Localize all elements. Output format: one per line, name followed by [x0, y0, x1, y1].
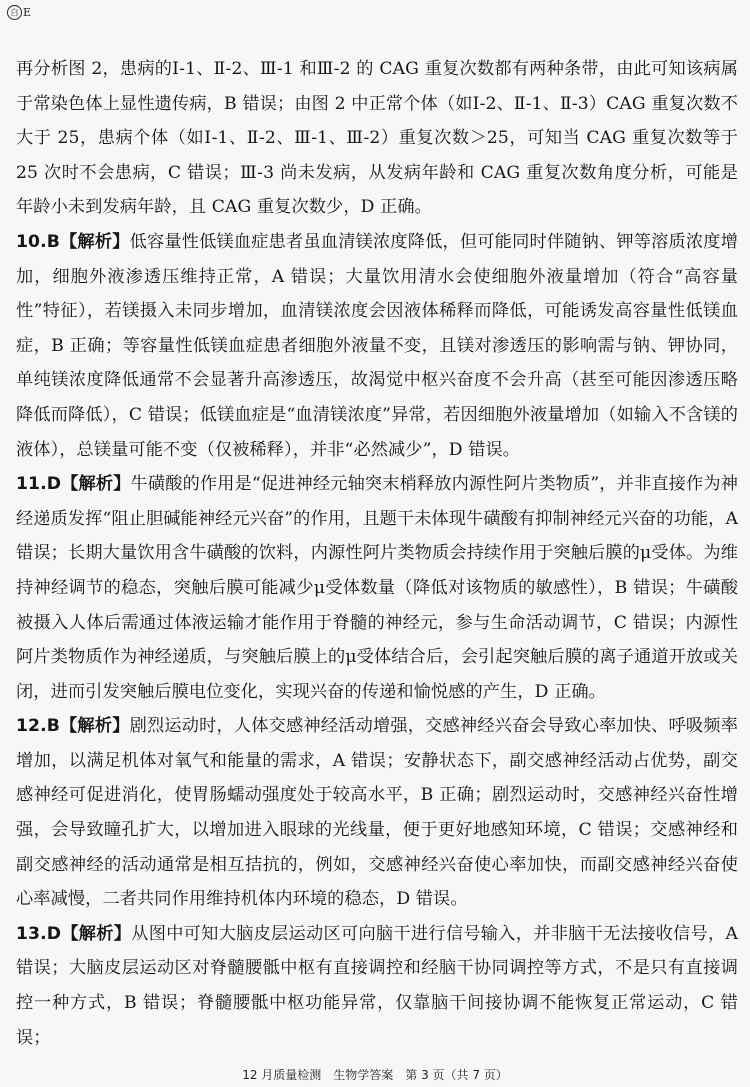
analysis-tag: 【解析】 [61, 923, 132, 944]
circle-mark-icon: 白 [7, 5, 22, 20]
answer-number: 10.B [16, 231, 60, 252]
paragraph-continuation [16, 52, 738, 225]
answer-11 [16, 467, 738, 709]
answer-text [16, 52, 738, 1055]
answer-number: 11.D [16, 474, 62, 495]
analysis-tag: 【解析】 [59, 716, 130, 737]
analysis-tag: 【解析】 [61, 474, 131, 495]
corner-mark [7, 5, 31, 20]
corner-letter: E [23, 6, 32, 19]
page-footer: 12 月质量检测 生物学答案 第 3 页（共 7 页） [242, 1068, 508, 1082]
answer-13 [16, 917, 738, 1055]
paragraph-text: 低容量性低镁血症患者虽血清镁浓度降低，但可能同时伴随钠、钾等溶质浓度增加，细胞外液渗透压维持正常，A 错误；大量饮用清水会使细胞外液量增加（符合“高容量性”特征），若镁摄入未同步增加，血清镁浓度会因液体稀释而降低，可能诱发高容量性低镁血症，B 正确；等容量性低镁血症患者细胞外液量不变，且镁对渗透压的影响需与钠、钾协同，单纯镁浓度降低通常不会显著升高渗透压，故渴觉中枢兴奋度不会升高（甚至可能因渗透压略降低而降低），C 错误；低镁血症是“血清镁浓度”异常，若因细胞外液量增加（如输入不含镁的液体），总镁量可能不变（仅被稀释），并非“必然减少”，D 错误。 [16, 231, 738, 460]
paragraph-text: 再分析图 2，患病的Ⅰ-1、Ⅱ-2、Ⅲ-1 和Ⅲ-2 的 CAG 重复次数都有两种条带，由此可知该病属于常染色体上显性遗传病，B 错误；由图 2 中正常个体（如Ⅰ-2、Ⅱ-1、Ⅱ-3）CAG 重复次数不大于 25，患病个体（如Ⅰ-1、Ⅱ-2、Ⅲ-1、Ⅲ-2）重复次数＞25，可知当 CAG 重复次数等于 25 次时不会患病，C 错误；Ⅲ-3 尚未发病，从发病年龄和 CAG 重复次数角度分析，可能是年龄小未到发病年龄，且 CAG 重复次数少，D 正确。 [16, 59, 738, 218]
answer-10 [16, 225, 738, 467]
answer-number: 12.B [16, 716, 60, 737]
paragraph-text: 牛磺酸的作用是“促进神经元轴突末梢释放内源性阿片类物质”，并非直接作为神经递质发挥“阻止胆碱能神经元兴奋”的作用，且题干未体现牛磺酸有抑制神经元兴奋的功能，A 错误；长期大量饮用含牛磺酸的饮料，内源性阿片类物质会持续作用于突触后膜的μ受体。为维持神经调节的稳态，突触后膜可能减少μ受体数量（降低对该物质的敏感性），B 错误；牛磺酸被摄入人体后需通过体液运输才能作用于脊髓的神经元，参与生命活动调节，C 错误；内源性阿片类物质作为神经递质，与突触后膜上的μ受体结合后，会引起突触后膜的离子通道开放或关闭，进而引发突触后膜电位变化，实现兴奋的传递和愉悦感的产生，D 正确。 [16, 474, 738, 702]
paragraph-text: 剧烈运动时，人体交感神经活动增强，交感神经兴奋会导致心率加快、呼吸频率增加，以满足机体对氧气和能量的需求，A 错误；安静状态下，副交感神经活动占优势，副交感神经可促进消化，使胃肠蠕动强度处于较高水平，B 正确；剧烈运动时，交感神经兴奋性增强，会导致瞳孔扩大，以增加进入眼球的光线量，便于更好地感知环境，C 错误；交感神经和副交感神经的活动通常是相互拮抗的，例如，交感神经兴奋使心率加快，而副交感神经兴奋使心率减慢，二者共同作用维持机体内环境的稳态，D 错误。 [16, 716, 738, 910]
analysis-tag: 【解析】 [59, 231, 130, 252]
answer-12 [16, 709, 738, 917]
paragraph-text: 从图中可知大脑皮层运动区可向脑干进行信号输入，并非脑干无法接收信号，A 错误；大脑皮层运动区对脊髓腰骶中枢有直接调控和经脑干协同调控等方式，不是只有直接调控一种方式，B 错误；脊髓腰骶中枢功能异常，仅靠脑干间接协调不能恢复正常运动，C 错误； [16, 923, 738, 1048]
answer-number: 13.D [16, 923, 62, 944]
